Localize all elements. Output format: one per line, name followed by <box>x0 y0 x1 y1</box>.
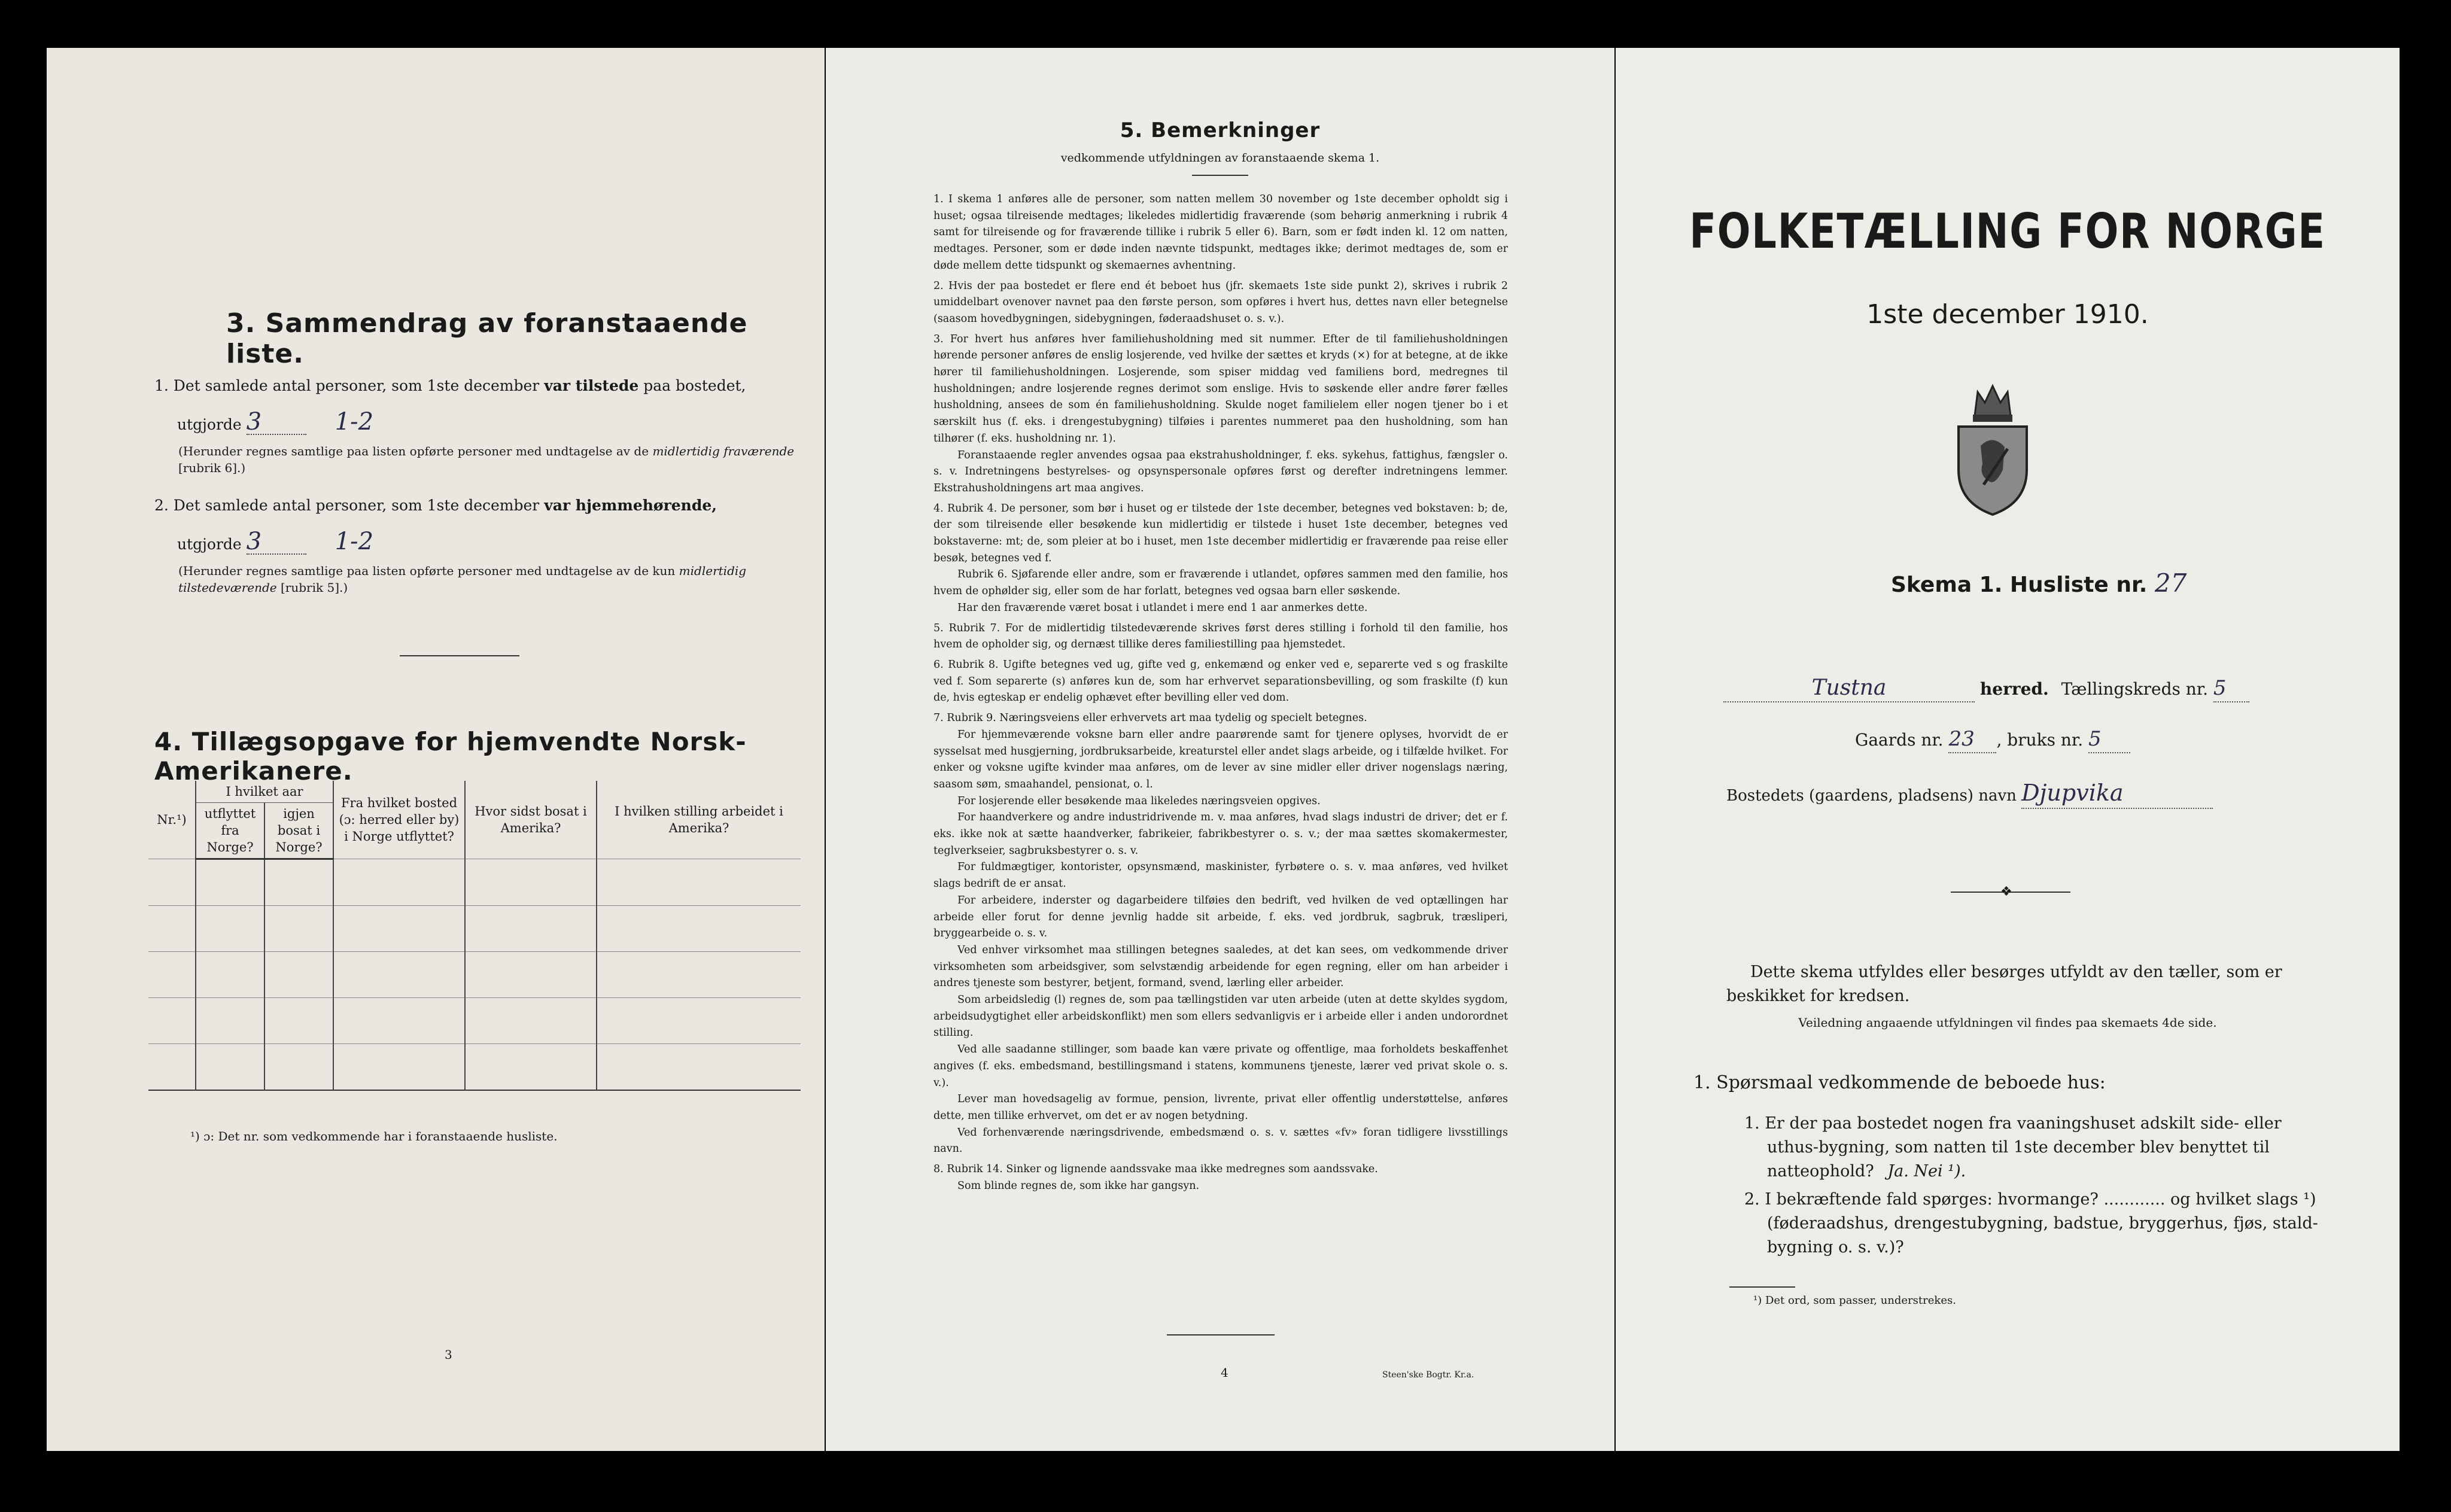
handwritten-husliste-nr: 27 <box>2154 568 2187 598</box>
table-footnote: ¹) ɔ: Det nr. som vedkommende har i foranstaaende husliste. <box>190 1129 558 1143</box>
summary-item-2-count: utgjorde 3 1-2 <box>177 528 374 555</box>
col-returned: igjen bosat i Norge? <box>264 803 333 859</box>
summary-item-1: 1. Det samlede antal personer, som 1ste december var tilstede paa bostedet, <box>154 377 746 394</box>
remark-paragraph: 3. For hvert hus anføres hver familiehusholdning med sit nummer. Efter de til familiehusholdningen hørende personer anføres de enslig losjerende, ved hvilke der sættes et kryds (×) for at betegne, at de ikke hører til familiehusholdningen. Losjerende, som spiser middag ved familiens bord, medregnes til husholdningen; andre losjerende regnes derimot som enslige. Hvis to søskende eller andre fører fælles husholdning, ansees de som én familiehusholdning. Skulde noget familielem eller nogen tjener bo i et særskilt hus (f. eks. i drengestubygning) tilføies i parentes nummeret paa den husholdning, som han tilhører (f. eks. husholdning nr. 1). <box>933 333 1508 445</box>
remark-paragraph: Ved forhenværende næringsdrivende, embedsmænd o. s. v. sættes «fv» foran tidligere livsstillings navn. <box>933 1126 1508 1155</box>
answer-options: Ja. Nei ¹). <box>1887 1162 1966 1181</box>
section-4-title: 4. Tillægsopgave for hjemvendte Norsk-Amerikanere. <box>154 727 747 786</box>
remarks-subtitle: vedkommende utfyldningen av foranstaaende skema 1. <box>1060 151 1380 165</box>
remark-paragraph: Har den fraværende været bosat i utlandet i mere end 1 aar anmerkes dette. <box>957 601 1368 614</box>
divider <box>1167 1334 1275 1335</box>
divider <box>1729 1286 1795 1288</box>
col-emigrated: utflyttet fra Norge? <box>196 803 264 859</box>
question-heading: 1. Spørsmaal vedkommende de beboede hus: <box>1693 1072 2106 1093</box>
col-occupation: I hvilken stilling arbeidet i Amerika? <box>597 781 801 859</box>
coat-of-arms-icon <box>1948 380 2038 518</box>
table-row <box>148 1044 801 1091</box>
summary-item-1-count: utgjorde 3 1-2 <box>177 408 374 436</box>
remark-paragraph: For haandverkere og andre industridrivende m. v. maa anføres, hvad slags industri de driver; det er f. eks. ikke nok at sætte haandverker, fabrikeier, fabrikbestyrer o. s. v.; der maa sættes skomakermester, teglverkseier, sagbruksbestyrer o. s. v. <box>933 811 1508 857</box>
remark-paragraph: 1. I skema 1 anføres alle de personer, som natten mellem 30 november og 1ste december opholdt sig i huset; ogsaa tilreisende medtages; likeledes midlertidig fraværende (som behørig anmerkning i rubrik 4 samt for tilreisende og for fraværende tillike i rubrik 5 eller 6). Barn, som er født inden kl. 12 om natten, medtages. Personer, som er døde inden nævnte tidspunkt, medtages ikke; derimot medtages de, som er døde mellem dette tidspunkt og skemaernes avhentning. <box>933 193 1508 272</box>
remark-paragraph: Ved enhver virksomhet maa stillingen betegnes saaledes, at det kan sees, om vedkommende driver virksomheten som arbeidsgiver, som selvstændig arbeidende for egen regning, eller om han arbeider i andres tjeneste som bestyrer, betjent, formand, svend, lærling eller arbeider. <box>933 944 1508 990</box>
remark-paragraph: For arbeidere, inderster og dagarbeidere tilføies den bedrift, ved hvilken de ved optællingen har arbeide eller forut for denne jevnlig hadde sit arbeide, f. eks. ved jordbruk, sagbruk, træsliperi, bryggearbeide o. s. v. <box>933 894 1508 940</box>
col-last-america: Hvor sidst bosat i Amerika? <box>465 781 597 859</box>
remark-paragraph: 8. Rubrik 14. Sinker og lignende aandssvake maa ikke medregnes som aandssvake. <box>933 1163 1378 1176</box>
herred-line: Tustna herred. Tællingskreds nr. 5 <box>1723 676 2370 702</box>
page-number: 4 <box>1221 1365 1228 1380</box>
printer-mark: Steen'ske Bogtr. Kr.a. <box>1382 1370 1474 1380</box>
table-row <box>148 859 801 906</box>
remark-paragraph: Som blinde regnes de, som ikke har gangsyn. <box>957 1179 1200 1192</box>
handwritten-gaards-nr: 23 <box>1948 727 1975 751</box>
handwritten-herred: Tustna <box>1811 676 1887 700</box>
remark-paragraph: Foranstaaende regler anvendes ogsaa paa ekstrahusholdninger, f. eks. sykehus, fattighus, fængsler o. s. v. Indretningens bestyrelses- og opsynspersonale opføres først og derefter indretningens lemmer. Ekstrahusholdningens art maa angives. <box>933 449 1508 494</box>
handwritten-kreds-nr: 5 <box>2213 676 2227 700</box>
summary-item-2-note: (Herunder regnes samtlige paa listen opførte personer med undtagelse av de kun midlertidig tilstedeværende [rubrik 5].) <box>178 564 747 595</box>
norwegian-american-table <box>148 781 801 1091</box>
schema-line: Skema 1. Husliste nr. 27 <box>1891 568 2187 598</box>
page-right <box>1616 48 2400 1451</box>
remark-paragraph: 2. Hvis der paa bostedet er flere end ét beboet hus (jfr. skemaets 1ste side punkt 2), skrives i rubrik 2 umiddelbart ovenover navnet paa den første person, som opføres i hvert hus, dettes navn eller betegnelse (saasom hovedbygningen, sidebygningen, føderaadshuset o. s. v.). <box>933 279 1508 325</box>
remark-paragraph: For fuldmægtiger, kontorister, opsynsmænd, maskinister, fyrbøtere o. s. v. maa anføres, ved hvilket slags bedrift de er ansat. <box>933 861 1508 890</box>
handwritten-bosted: Djupvika <box>2021 780 2124 806</box>
summary-item-1-note: (Herunder regnes samtlige paa listen opførte personer med undtagelse av de midlertidig fraværende [rubrik 6].) <box>178 444 795 475</box>
handwritten-bruks-nr: 5 <box>2088 727 2102 751</box>
table-row <box>148 906 801 952</box>
section-3-title: 3. Sammendrag av foranstaaende liste. <box>226 308 748 369</box>
bosted-line: Bostedets (gaardens, pladsens) navn Djupvika <box>1726 781 2213 809</box>
divider <box>1192 175 1248 176</box>
remark-paragraph: Rubrik 6. Sjøfarende eller andre, som er fraværende i utlandet, opføres sammen med den familie, hos hvem de ophølder sig, eller som de har forlatt, betegnes ved ogsaa barn eller søskende. <box>933 568 1508 598</box>
gaards-line: Gaards nr. 23 , bruks nr. 5 <box>1855 727 2130 753</box>
cover-date: 1ste december 1910. <box>1866 299 2149 330</box>
remark-paragraph: For hjemmeværende voksne barn eller andre paarørende samt for tjenere oplyses, hvorvidt de er sysselsat med husgjerning, jordbruksarbeide, kreaturstel eller andet slags arbeide, og i tilfælde hvilket. For enker og voksne ugifte kvinder maa anføres, om de lever av sine midler eller driver nogenslags næring, saasom søm, smaahandel, pensionat, o. l. <box>933 728 1508 790</box>
remark-paragraph: Ved alle saadanne stillinger, som baade kan være private og offentlige, maa forholdets beskaffenhet angives (f. eks. embedsmand, bestillingsmand i statens, kommunens tjeneste, lærer ved privat skole o. s. v.). <box>933 1044 1508 1089</box>
remark-paragraph: Som arbeidsledig (l) regnes de, som paa tællingstiden var uten arbeide (uten at dette skyldes sygdom, arbeidsudygtighet eller arbeidskonflikt) men som ellers sedvanligvis er i arbeide eller i anden undorordnet stilling. <box>933 994 1508 1039</box>
remarks-title: 5. Bemerkninger <box>1120 118 1321 142</box>
remark-paragraph: For losjerende eller besøkende maa likeledes næringsveien opgives. <box>957 795 1321 807</box>
remark-paragraph: 6. Rubrik 8. Ugifte betegnes ved ug, gifte ved g, enkemænd og enker ved e, separerte ved s og fraskilte ved f. Som separerte (s) anføres kun de, som har erhvervet separationsbevilling, og som fraskilte (f) kun de, hvis egteskap er endelig ophævet efter bevilling eller ved dom. <box>933 658 1508 704</box>
intro-text: Dette skema utfyldes eller besørges utfyldt av den tæller, som er beskikket for kredsen. <box>1726 963 2282 1005</box>
table-row <box>148 952 801 998</box>
col-nr: Nr.¹) <box>157 813 187 827</box>
guidance-text: Veiledning angaaende utfyldningen vil findes paa skemaets 4de side. <box>1798 1015 2217 1030</box>
col-group-year: I hvilket aar <box>196 781 333 803</box>
handwritten-count-resident: 3 <box>247 530 306 555</box>
handwritten-count-present: 3 <box>247 410 306 435</box>
page-left <box>47 48 825 1451</box>
page-middle <box>826 48 1614 1451</box>
col-from-where: Fra hvilket bosted (ɔ: herred eller by) i Norge utflyttet? <box>333 781 465 859</box>
handwritten-note-resident: 1-2 <box>334 528 374 555</box>
divider <box>400 655 519 656</box>
summary-item-2: 2. Det samlede antal personer, som 1ste december var hjemmehørende, <box>154 497 717 514</box>
page-number: 3 <box>445 1347 452 1362</box>
remark-paragraph: 7. Rubrik 9. Næringsveiens eller erhvervets art maa tydelig og specielt betegnes. <box>933 712 1367 725</box>
question-2: 2. I bekræftende fald spørges: hvormange? ............ og hvilket slags ¹) (føderaadshus, drengestubygning, badstue, bryggerhus, fjøs, stald- bygning o. s. v.)? <box>1744 1190 2318 1257</box>
handwritten-note-present: 1-2 <box>334 408 374 436</box>
question-1: 1. Er der paa bostedet nogen fra vaaningshuset adskilt side- eller uthus-bygning, som natten til 1ste december blev benyttet til natteophold? Ja. Nei ¹). <box>1744 1114 2282 1181</box>
ornament-icon: ❖ <box>2000 884 2012 899</box>
remark-paragraph: 4. Rubrik 4. De personer, som bør i huset og er tilstede der 1ste december, betegnes ved bokstaven: b; de, der som tilreisende eller besøkende kun midlertidig er tilstede i huset 1ste december, betegnes ved bokstaverne: mt; de, som pleier at bo i huset, men 1ste december midlertidig er fraværende paa reise eller besøk, betegnes ved f. <box>933 502 1508 564</box>
cover-title: FOLKETÆLLING FOR NORGE <box>1689 203 2326 259</box>
footnote: ¹) Det ord, som passer, understrekes. <box>1753 1294 1956 1307</box>
table-row <box>148 998 801 1044</box>
remarks-body <box>933 191 1508 1194</box>
remark-paragraph: Lever man hovedsagelig av formue, pension, livrente, privat eller offentlig understøttelse, anføres dette, men tillike erhvervet, om det er av nogen betydning. <box>933 1093 1508 1122</box>
remark-paragraph: 5. Rubrik 7. For de midlertidig tilstedeværende skrives først deres stilling i forhold til den familie, hos hvem de opholder sig, og dernæst tillike deres familiestilling paa hjemstedet. <box>933 622 1508 651</box>
